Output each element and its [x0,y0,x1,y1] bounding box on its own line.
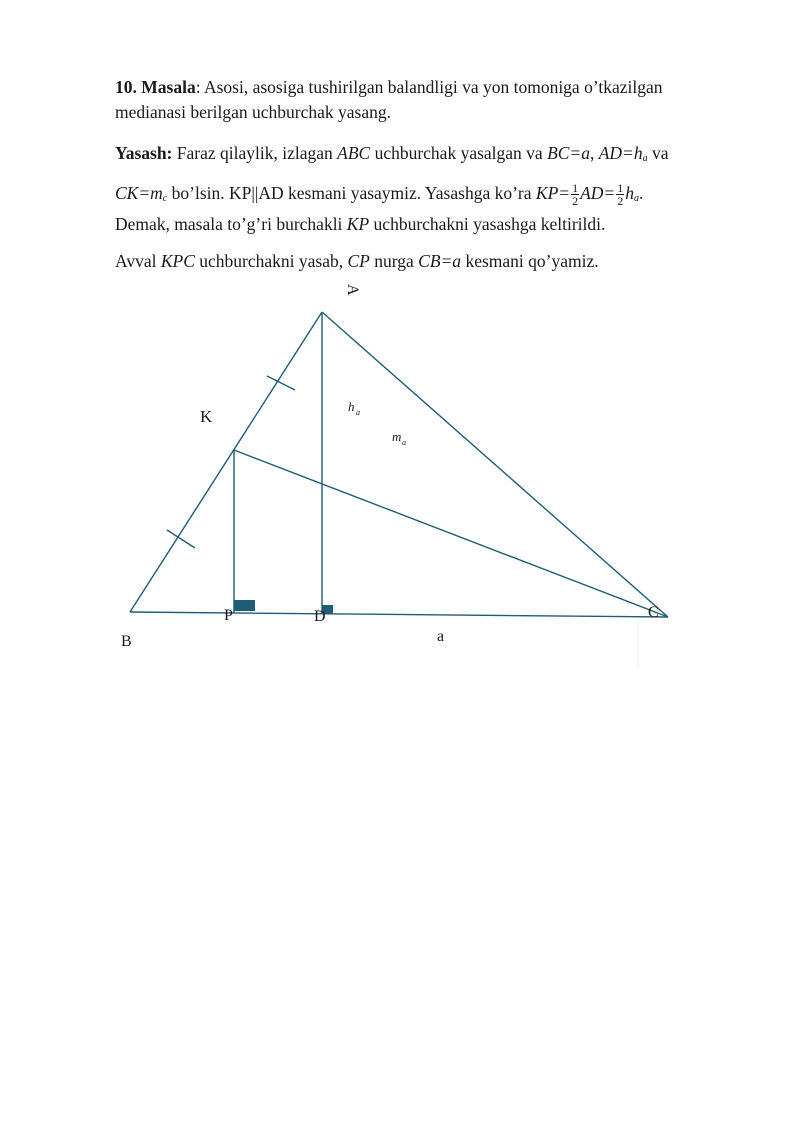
label-a-vertex: A [344,284,361,296]
kp-label: KP [346,214,370,234]
problem-statement: : Asosi, asosiga tushirilgan balandligi va yon tomoniga o’tkazilgan medianasi berilgan uchburchak yasang. [115,77,663,122]
fraction-numerator: 1 [617,181,624,196]
cp-label: CP [347,251,370,271]
fraction-half [616,182,624,207]
solution-paragraph [115,136,715,216]
h-symbol: h [625,183,634,203]
label-b: B [121,633,132,650]
period: . [638,183,644,203]
step-text: Avval [115,251,161,271]
conclusion-text: Demak, masala to’g’ri burchakli [115,214,347,234]
kpc-label: KPC [160,251,195,271]
side-ab [130,312,322,612]
step-text: kesmani qo’yamiz. [461,251,599,271]
triangle-name: ABC [337,143,371,163]
label-k: K [200,407,213,426]
label-a-side: a [437,628,445,645]
step-text: nurga [369,251,419,271]
subscript: c [162,193,168,204]
bc-equation: BC=a [547,143,590,163]
median-ck [234,450,668,617]
label-m-sub: a [402,438,406,447]
solution-text: va [647,143,669,163]
solution-text: uchburchak yasalgan va [370,143,548,163]
right-angle-marker-p [234,600,255,611]
label-m: m [392,429,402,444]
solution-heading: Yasash: [115,143,173,163]
kp-equation: KP= [535,183,571,203]
subscript: a [642,153,648,164]
cb-equation: CB=a [418,251,462,271]
fraction-denominator: 2 [572,194,579,209]
conclusion-text: uchburchakni yasashga keltirildi. [369,214,606,234]
tick-mark-upper [267,376,295,390]
solution-text: , [589,143,599,163]
subscript: a [633,193,639,204]
conclusion-paragraph [115,212,715,237]
label-h-sub: a [356,408,360,417]
ad-eq: AD= [580,183,616,203]
ck-equation: CK=m [115,183,163,203]
fraction-numerator: 1 [572,181,579,196]
ad-equation: AD=h [598,143,643,163]
label-h: h [348,399,355,414]
label-c: C [648,604,659,621]
solution-text: Faraz qilaylik, izlagan [172,143,338,163]
label-p: P [224,607,233,624]
solution-text: bo’lsin. KP||AD kesmani yasaymiz. Yasashga ko’ra [167,183,536,203]
side-ac [322,312,668,617]
figure-lines [130,312,668,668]
fraction-half [571,182,579,207]
label-d: D [314,608,326,625]
problem-paragraph [115,75,715,125]
triangle-figure [0,270,800,690]
base-bc [130,612,668,617]
problem-number: 10. Masala [115,77,196,97]
step-text: uchburchakni yasab, [194,251,348,271]
fraction-denominator: 2 [617,194,624,209]
